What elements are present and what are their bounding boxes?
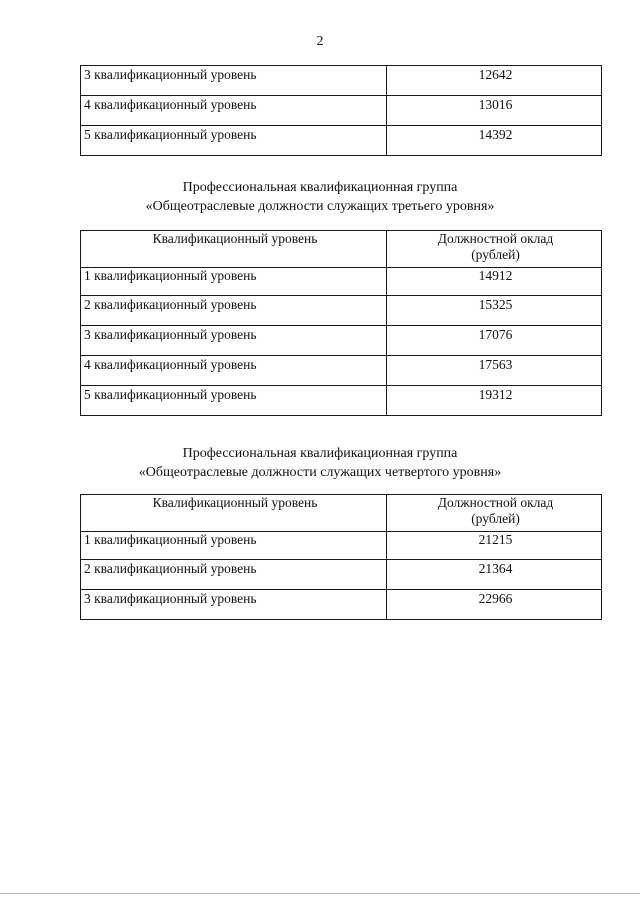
- salary-cell: 14392: [387, 126, 602, 156]
- level-cell: 3 квалификационный уровень: [81, 326, 387, 356]
- group-4-title: [0, 444, 640, 482]
- level-cell: 3 квалификационный уровень: [81, 590, 387, 620]
- salary-header-line1: Должностной оклад: [437, 495, 554, 510]
- table-row: [81, 590, 602, 620]
- level-cell: 3 квалификационный уровень: [81, 66, 387, 96]
- salary-table-continued: [80, 65, 602, 156]
- level-cell: 4 квалификационный уровень: [81, 96, 387, 126]
- salary-cell: 13016: [387, 96, 602, 126]
- table-row: [81, 386, 602, 416]
- table-row: [81, 560, 602, 590]
- table-row: [81, 296, 602, 326]
- level-cell: 2 квалификационный уровень: [81, 560, 387, 590]
- salary-column-header: [387, 231, 602, 268]
- table-header-row: [81, 231, 602, 268]
- table-row: [81, 66, 602, 96]
- salary-cell: 22966: [387, 590, 602, 620]
- level-cell: 1 квалификационный уровень: [81, 532, 387, 560]
- salary-cell: 19312: [387, 386, 602, 416]
- salary-cell: 17563: [387, 356, 602, 386]
- salary-cell: 21215: [387, 532, 602, 560]
- level-column-header: Квалификационный уровень: [81, 231, 387, 268]
- salary-cell: 12642: [387, 66, 602, 96]
- salary-cell: 21364: [387, 560, 602, 590]
- table-row: [81, 356, 602, 386]
- salary-column-header: [387, 495, 602, 532]
- table-row: [81, 326, 602, 356]
- group-3-title: [0, 178, 640, 216]
- level-cell: 5 квалификационный уровень: [81, 126, 387, 156]
- group-3-title-line2: «Общеотраслевые должности служащих третьего уровня»: [145, 199, 495, 214]
- table-header-row: [81, 495, 602, 532]
- footer-divider: [0, 893, 640, 894]
- level-cell: 2 квалификационный уровень: [81, 296, 387, 326]
- table-row: [81, 126, 602, 156]
- salary-cell: 14912: [387, 268, 602, 296]
- level-column-header: Квалификационный уровень: [81, 495, 387, 532]
- salary-header-line2: (рублей): [471, 511, 520, 526]
- table-row: [81, 96, 602, 126]
- group-4-title-line1: Профессиональная квалификационная группа: [182, 446, 458, 461]
- salary-header-line1: Должностной оклад: [437, 231, 554, 246]
- salary-header-line2: (рублей): [471, 247, 520, 262]
- salary-cell: 15325: [387, 296, 602, 326]
- table-row: [81, 532, 602, 560]
- level-cell: 1 квалификационный уровень: [81, 268, 387, 296]
- group-3-title-line1: Профессиональная квалификационная группа: [182, 180, 458, 195]
- group-4-title-line2: «Общеотраслевые должности служащих четвертого уровня»: [138, 465, 502, 480]
- page-number: 2: [316, 34, 324, 49]
- level-cell: 5 квалификационный уровень: [81, 386, 387, 416]
- table-row: [81, 268, 602, 296]
- salary-cell: 17076: [387, 326, 602, 356]
- level-cell: 4 квалификационный уровень: [81, 356, 387, 386]
- salary-table-group-3: [80, 230, 602, 416]
- salary-table-group-4: [80, 494, 602, 620]
